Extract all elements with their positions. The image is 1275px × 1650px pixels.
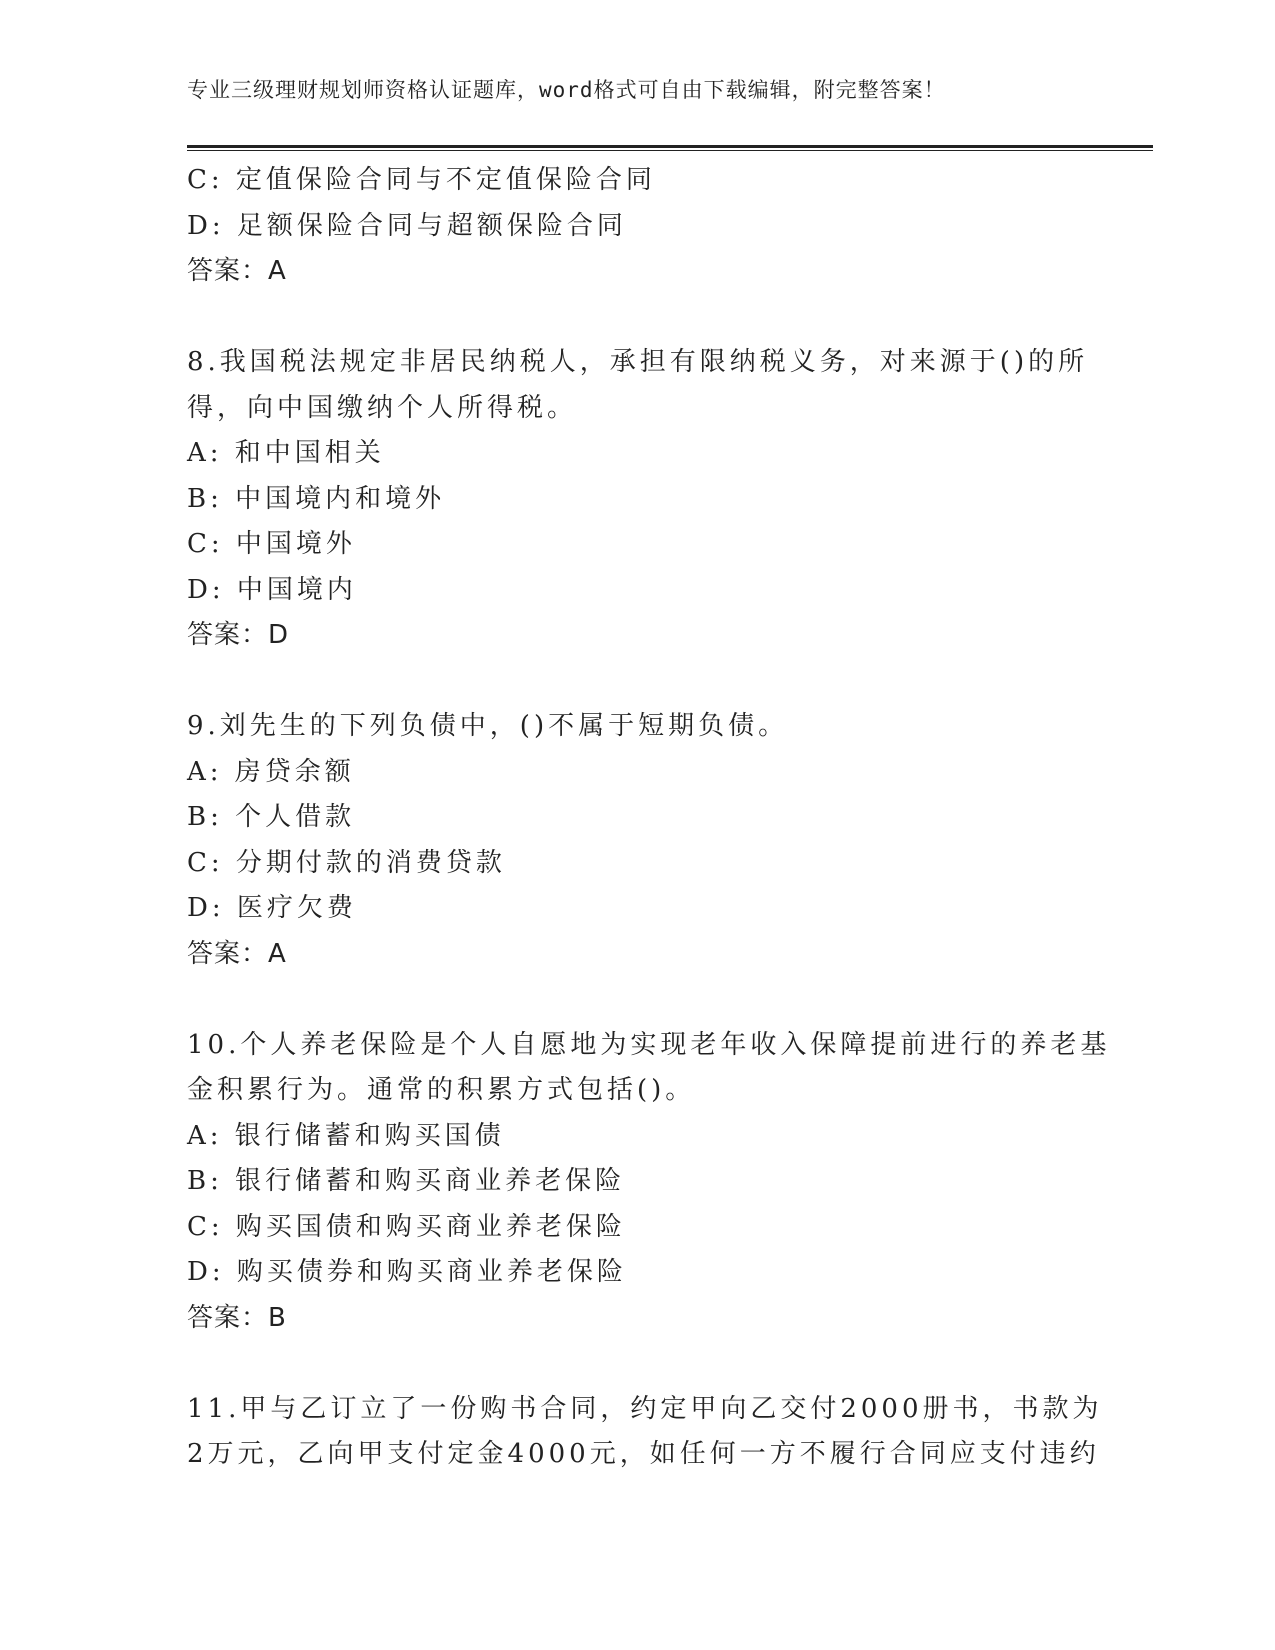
option-line: A: 房贷余额	[187, 756, 355, 787]
question-block	[187, 1387, 1103, 1478]
question-stem: 10.个人养老保险是个人自愿地为实现老年收入保障提前进行的养老基	[187, 1029, 1111, 1060]
option-line: C: 中国境外	[187, 529, 356, 559]
question-stem: 9.刘先生的下列负债中，()不属于短期负债。	[187, 711, 789, 741]
question-stem: 8.我国税法规定非居民纳税人，承担有限纳税义务，对来源于()的所	[187, 347, 1089, 377]
option-line: D: 足额保险合同与超额保险合同	[187, 210, 627, 241]
question-block	[187, 340, 1087, 659]
option-line: B: 个人借款	[187, 802, 356, 832]
spacer	[187, 977, 1087, 1023]
option-line: A: 和中国相关	[187, 438, 385, 468]
question-block	[187, 1023, 1111, 1342]
answer-line: 答案：A	[187, 938, 287, 969]
question-block	[187, 704, 1087, 977]
option-line: D: 医疗欠费	[187, 893, 357, 923]
question-stem: 2万元，乙向甲支付定金4000元，如任何一方不履行合同应支付违约	[187, 1439, 1100, 1469]
question-stem: 11.甲与乙订立了一份购书合同，约定甲向乙交付2000册书，书款为	[187, 1393, 1103, 1424]
option-line: A: 银行储蓄和购买国债	[187, 1120, 505, 1151]
spacer	[187, 1341, 1087, 1387]
spacer	[187, 295, 1087, 341]
option-line: D: 中国境内	[187, 574, 357, 605]
answer-line: 答案：B	[187, 1302, 287, 1333]
answer-line: 答案：D	[187, 620, 290, 650]
question-stem: 金积累行为。通常的积累方式包括()。	[187, 1075, 696, 1105]
page-header: 专业三级理财规划师资格认证题库，word格式可自由下载编辑，附完整答案！	[187, 78, 946, 102]
question-stem: 得，向中国缴纳个人所得税。	[187, 392, 578, 423]
header-divider-thick	[187, 145, 1153, 148]
spacer	[187, 659, 1087, 705]
option-line: C: 分期付款的消费贷款	[187, 847, 506, 878]
header-divider-thin	[187, 150, 1153, 151]
option-line: C: 购买国债和购买商业养老保险	[187, 1211, 626, 1242]
answer-line: 答案：A	[187, 256, 287, 286]
option-line: B: 中国境内和境外	[187, 483, 446, 514]
option-line: C: 定值保险合同与不定值保险合同	[187, 165, 656, 195]
option-line: B: 银行储蓄和购买商业养老保险	[187, 1166, 626, 1196]
option-line: D: 购买债券和购买商业养老保险	[187, 1257, 627, 1287]
question-content	[187, 158, 1111, 1478]
